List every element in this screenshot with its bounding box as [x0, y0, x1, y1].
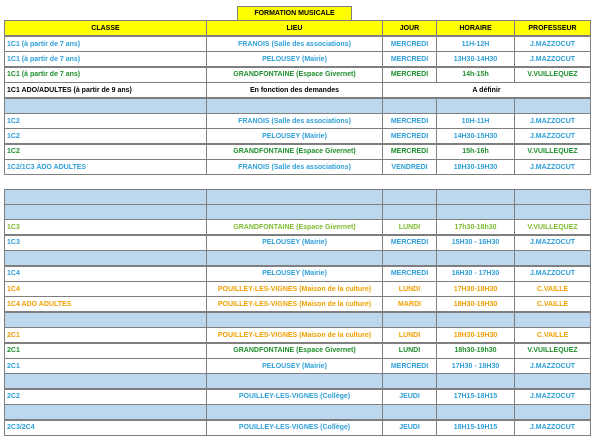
cell-prof: V.VUILLEQUEZ	[514, 219, 591, 235]
table-row	[5, 297, 591, 312]
separator-cell	[4, 312, 207, 328]
cell-jour: JEUDI	[382, 420, 437, 436]
cell-lieu: POUILLEY-LES-VIGNES (Maison de la culture)	[206, 281, 383, 297]
separator-cell	[514, 373, 591, 389]
separator-cell	[206, 312, 383, 328]
cell-horaire: 11H-12H	[436, 36, 515, 52]
separator-cell	[382, 373, 437, 389]
cell-lieu: POUILLEY-LES-VIGNES (Maison de la culture)	[206, 296, 383, 312]
cell-jour: MERCREDI	[382, 67, 437, 83]
separator-cell	[514, 189, 591, 205]
separator-cell	[436, 189, 515, 205]
cell-classe: 1C2	[4, 144, 207, 160]
cell-classe: 2C1	[4, 327, 207, 343]
separator-cell	[514, 204, 591, 220]
header-horaire: HORAIRE	[436, 20, 515, 36]
separator-cell	[206, 98, 383, 114]
separator-cell	[514, 312, 591, 328]
cell-prof: J.MAZZOCUT	[514, 266, 591, 282]
cell-jour: MERCREDI	[382, 128, 437, 144]
cell-lieu: PELOUSEY (Mairie)	[206, 128, 383, 144]
separator-cell	[382, 250, 437, 266]
cell-prof: J.MAZZOCUT	[514, 159, 591, 175]
cell-prof: C.VAILLE	[514, 281, 591, 297]
cell-prof: J.MAZZOCUT	[514, 113, 591, 129]
table-row	[5, 37, 591, 52]
separator-cell	[4, 189, 207, 205]
cell-jour: VENDREDI	[382, 159, 437, 175]
cell-prof: V.VUILLEQUEZ	[514, 343, 591, 359]
separator-row	[5, 205, 591, 220]
table-row	[5, 236, 591, 251]
cell-lieu: GRANDFONTAINE (Espace Givernet)	[206, 144, 383, 160]
separator-cell	[436, 204, 515, 220]
separator-row	[5, 251, 591, 266]
cell-jour: LUNDI	[382, 343, 437, 359]
cell-prof: J.MAZZOCUT	[514, 36, 591, 52]
cell-jour: LUNDI	[382, 219, 437, 235]
cell-lieu: POUILLEY-LES-VIGNES (Collège)	[206, 420, 383, 436]
separator-cell	[206, 189, 383, 205]
cell-merged: A définir	[382, 82, 591, 98]
table-row	[5, 421, 591, 436]
cell-horaire: 14h-15h	[436, 67, 515, 83]
cell-lieu: PELOUSEY (Mairie)	[206, 51, 383, 67]
cell-jour: LUNDI	[382, 281, 437, 297]
separator-row	[5, 374, 591, 389]
cell-classe: 2C1	[4, 343, 207, 359]
table-row	[5, 129, 591, 144]
table-row	[5, 160, 591, 175]
cell-prof: V.VUILLEQUEZ	[514, 144, 591, 160]
table-row	[5, 359, 591, 374]
cell-horaire: 18H30-19H30	[436, 296, 515, 312]
cell-jour: LUNDI	[382, 327, 437, 343]
cell-classe: 2C2	[4, 389, 207, 405]
cell-jour: MERCREDI	[382, 266, 437, 282]
separator-cell	[382, 312, 437, 328]
separator-cell	[382, 204, 437, 220]
cell-prof: V.VUILLEQUEZ	[514, 67, 591, 83]
table-row	[5, 344, 591, 359]
separator-cell	[4, 404, 207, 420]
header-row	[5, 21, 591, 36]
cell-horaire: 15H30 - 16H30	[436, 235, 515, 251]
separator-row	[5, 405, 591, 420]
separator-cell	[206, 204, 383, 220]
cell-classe: 1C1 (à partir de 7 ans)	[4, 36, 207, 52]
separator-cell	[4, 373, 207, 389]
separator-cell	[436, 312, 515, 328]
separator-cell	[436, 373, 515, 389]
cell-classe: 1C2	[4, 113, 207, 129]
cell-prof: J.MAZZOCUT	[514, 235, 591, 251]
cell-classe: 1C4	[4, 281, 207, 297]
cell-jour: MARDI	[382, 296, 437, 312]
cell-classe: 1C3	[4, 219, 207, 235]
separator-cell	[436, 98, 515, 114]
separator-cell	[382, 189, 437, 205]
separator-cell	[206, 404, 383, 420]
cell-lieu: FRANOIS (Salle des associations)	[206, 113, 383, 129]
cell-horaire: 13H30-14H30	[436, 51, 515, 67]
cell-horaire: 18h30-19h30	[436, 343, 515, 359]
cell-lieu: GRANDFONTAINE (Espace Givernet)	[206, 219, 383, 235]
cell-jour: MERCREDI	[382, 235, 437, 251]
separator-cell	[4, 98, 207, 114]
table-row	[5, 83, 591, 98]
table-row	[5, 145, 591, 160]
cell-lieu: GRANDFONTAINE (Espace Givernet)	[206, 67, 383, 83]
cell-horaire: 17h30-18h30	[436, 219, 515, 235]
separator-cell	[206, 373, 383, 389]
cell-lieu: POUILLEY-LES-VIGNES (Maison de la culture)	[206, 327, 383, 343]
cell-prof: J.MAZZOCUT	[514, 420, 591, 436]
cell-horaire: 17H15-18H15	[436, 389, 515, 405]
cell-jour: MERCREDI	[382, 113, 437, 129]
table-row	[5, 267, 591, 282]
cell-jour: MERCREDI	[382, 144, 437, 160]
cell-horaire: 18H30-19H30	[436, 159, 515, 175]
header-professeur: PROFESSEUR	[514, 20, 591, 36]
cell-horaire: 18H15-19H15	[436, 420, 515, 436]
cell-classe: 1C1 (à partir de 7 ans)	[4, 67, 207, 83]
separator-cell	[382, 404, 437, 420]
cell-classe: 1C4	[4, 266, 207, 282]
cell-horaire: 17H30 - 18H30	[436, 358, 515, 374]
cell-lieu: FRANOIS (Salle des associations)	[206, 36, 383, 52]
separator-cell	[206, 250, 383, 266]
header-lieu: LIEU	[206, 20, 383, 36]
separator-row	[5, 313, 591, 328]
cell-horaire: 10H-11H	[436, 113, 515, 129]
separator-cell	[382, 98, 437, 114]
table-row	[5, 328, 591, 343]
cell-lieu: FRANOIS (Salle des associations)	[206, 159, 383, 175]
separator-cell	[514, 404, 591, 420]
cell-classe: 2C3/2C4	[4, 420, 207, 436]
header-classe: CLASSE	[4, 20, 207, 36]
separator-row	[5, 99, 591, 114]
cell-classe: 1C2/1C3 ADO ADULTES	[4, 159, 207, 175]
table-row	[5, 68, 591, 83]
cell-horaire: 17H30-18H30	[436, 281, 515, 297]
cell-lieu: PELOUSEY (Mairie)	[206, 266, 383, 282]
cell-horaire: 16H30 - 17H30	[436, 266, 515, 282]
cell-prof: J.MAZZOCUT	[514, 51, 591, 67]
cell-prof: C.VAILLE	[514, 296, 591, 312]
cell-prof: J.MAZZOCUT	[514, 389, 591, 405]
table-row	[5, 52, 591, 67]
cell-lieu: GRANDFONTAINE (Espace Givernet)	[206, 343, 383, 359]
separator-cell	[4, 250, 207, 266]
separator-cell	[436, 404, 515, 420]
separator-cell	[4, 204, 207, 220]
table-row	[5, 390, 591, 405]
cell-classe: 1C3	[4, 235, 207, 251]
cell-prof: J.MAZZOCUT	[514, 358, 591, 374]
separator-row	[5, 190, 591, 205]
cell-classe: 1C1 (à partir de 7 ans)	[4, 51, 207, 67]
cell-jour: MERCREDI	[382, 36, 437, 52]
cell-horaire: 15h-16h	[436, 144, 515, 160]
separator-cell	[514, 250, 591, 266]
cell-prof: J.MAZZOCUT	[514, 128, 591, 144]
table-title: FORMATION MUSICALE	[237, 6, 352, 21]
cell-jour: MERCREDI	[382, 51, 437, 67]
cell-classe: 1C4 ADO ADULTES	[4, 296, 207, 312]
header-jour: JOUR	[382, 20, 437, 36]
separator-cell	[514, 98, 591, 114]
table-row	[5, 220, 591, 235]
cell-classe: 1C2	[4, 128, 207, 144]
cell-horaire: 14H30-15H30	[436, 128, 515, 144]
cell-horaire: 18H30-19H30	[436, 327, 515, 343]
table-row	[5, 282, 591, 297]
cell-classe: 2C1	[4, 358, 207, 374]
cell-lieu: PELOUSEY (Mairie)	[206, 235, 383, 251]
table-row	[5, 114, 591, 129]
cell-classe: 1C1 ADO/ADULTES (à partir de 9 ans)	[4, 82, 207, 98]
cell-jour: MERCREDI	[382, 358, 437, 374]
cell-prof: C.VAILLE	[514, 327, 591, 343]
cell-jour: JEUDI	[382, 389, 437, 405]
cell-lieu: PELOUSEY (Mairie)	[206, 358, 383, 374]
separator-cell	[436, 250, 515, 266]
cell-lieu: En fonction des demandes	[206, 82, 383, 98]
cell-lieu: POUILLEY-LES-VIGNES (Collège)	[206, 389, 383, 405]
